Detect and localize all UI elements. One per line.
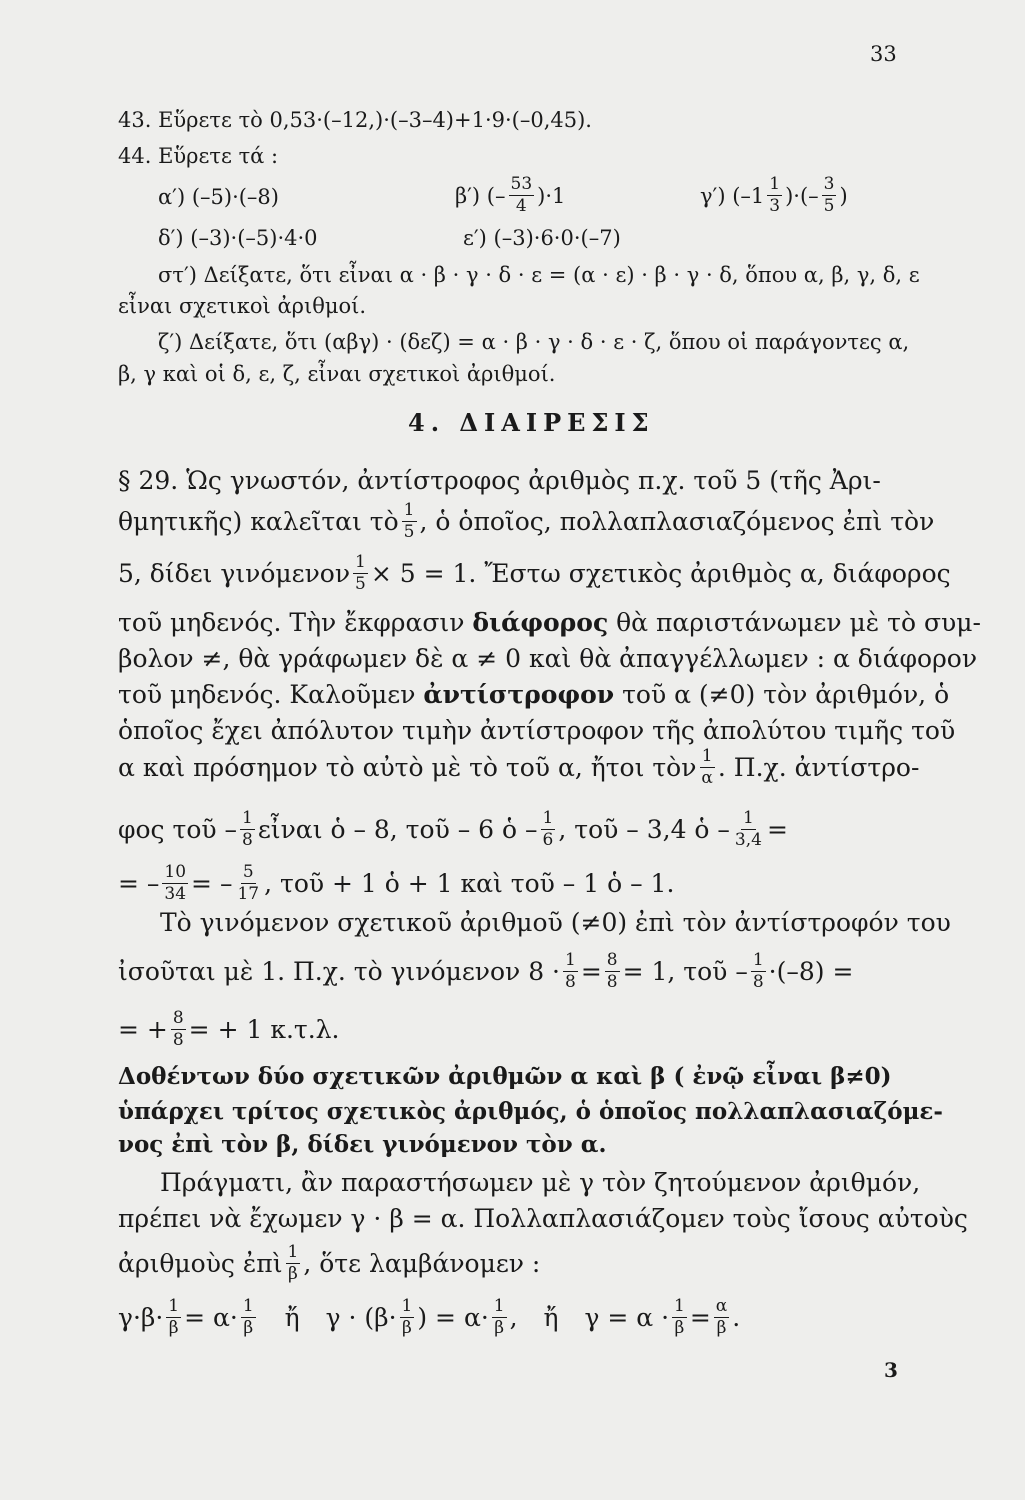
fraction-1-beta: $\frac{1}{\beta}$ xyxy=(242,1296,254,1338)
fraction-1-3-4: $\frac{1}{3,4}$ xyxy=(734,808,762,850)
body-line-13: = + $\frac{8}{8}$ = + 1 κ.τ.λ. xyxy=(118,1008,340,1050)
exercise-44-st: στ′) Δείξατε, ὅτι εἶναι α · β · γ · δ · ε = (α · ε) · β · γ · δ, ὅπου α, β, γ, δ, ε xyxy=(158,263,920,287)
fraction-alpha-beta: $\frac{\alpha}{\beta}$ xyxy=(715,1296,728,1338)
body-line-10: = – $\frac{10}{34}$ = – $\frac{5}{17}$ , τοῦ + 1 ὁ + 1 καὶ τοῦ – 1 ὁ – 1. xyxy=(118,862,675,904)
fraction-53-4: $\frac{53}{4}$ xyxy=(510,174,533,216)
theorem-line-1: Δοθέντων δύο σχετικῶν ἀριθμῶν α καὶ β ( ἐνῷ εἶναι β≠0) xyxy=(118,1063,892,1090)
fraction-5-17: $\frac{5}{17}$ xyxy=(237,862,260,904)
exercise-44-b: β′) (– $\frac{53}{4}$ )·1 xyxy=(455,174,566,216)
body-line-7: ὁποῖος ἔχει ἀπόλυτον τιμὴν ἀντίστροφον τῆς ἀπολύτου τιμῆς τοῦ xyxy=(118,716,956,745)
fraction-1-8: $\frac{1}{8}$ xyxy=(752,950,764,992)
theorem-line-3: νος ἐπὶ τὸν β, δίδει γινόμενον τὸν α. xyxy=(118,1131,607,1158)
body-line-11: Τὸ γινόμενον σχετικοῦ ἀριθμοῦ (≠0) ἐπὶ τὸν ἀντίστροφόν του xyxy=(160,908,951,937)
page-footer-signature: 3 xyxy=(884,1358,898,1382)
fraction-3-5: $\frac{3}{5}$ xyxy=(823,174,835,216)
exercise-44-d: δ′) (–3)·(–5)·4·0 xyxy=(158,226,318,250)
body-line-5: βολον ≠, θὰ γράφωμεν δὲ α ≠ 0 καὶ θὰ ἀπαγγέλλωμεν : α διάφορον xyxy=(118,644,978,673)
fraction-1-5: $\frac{1}{5}$ xyxy=(403,500,415,542)
fraction-1-beta: $\frac{1}{\beta}$ xyxy=(674,1296,685,1338)
body-line-6: τοῦ μηδενός. Καλοῦμεν ἀντίστροφον τοῦ α (≠0) τὸν ἀριθμόν, ὁ xyxy=(118,680,950,709)
body-line-9: φος τοῦ – $\frac{1}{8}$ εἶναι ὁ – 8, τοῦ – 6 ὁ – $\frac{1}{6}$ , τοῦ – 3,4 ὁ – $\frac{1}{3,4}$ = xyxy=(118,808,788,850)
fraction-1-beta: $\frac{1}{\beta}$ xyxy=(287,1242,299,1284)
exercise-43: 43. Εὕρετε τὸ 0,53·(–12,)·(–3–4)+1·9·(–0,45). xyxy=(118,108,592,132)
proof-line-3: ἀριθμοὺς ἐπὶ $\frac{1}{\beta}$ , ὅτε λαμβάνομεν : xyxy=(118,1242,541,1284)
exercise-44-e: ε′) (–3)·6·0·(–7) xyxy=(463,226,621,250)
exercise-44-g: γ′) (–1 $\frac{1}{3}$ )·(– $\frac{3}{5}$ ) xyxy=(700,174,848,216)
body-line-1: § 29. Ὡς γνωστόν, ἀντίστροφος ἀριθμὸς π.χ. τοῦ 5 (τῆς Ἀρι- xyxy=(118,466,881,495)
exercise-44-z: ζ′) Δείξατε, ὅτι (αβγ) · (δεζ) = α · β · γ · δ · ε · ζ, ὅπου οἱ παράγοντες α, xyxy=(158,330,910,354)
fraction-1-beta: $\frac{1}{\beta}$ xyxy=(401,1296,413,1338)
fraction-8-8: $\frac{8}{8}$ xyxy=(606,950,618,992)
page-number: 33 xyxy=(870,42,897,66)
fraction-1-3: $\frac{1}{3}$ xyxy=(769,174,781,216)
fraction-10-34: $\frac{10}{34}$ xyxy=(164,862,187,904)
fraction-1-6: $\frac{1}{6}$ xyxy=(542,808,554,850)
body-line-8: α καὶ πρόσημον τὸ αὐτὸ μὲ τὸ τοῦ α, ἤτοι τὸν $\frac{1}{\alpha}$ . Π.χ. ἀντίστρο- xyxy=(118,746,920,788)
exercise-44-z-cont: β, γ καὶ οἱ δ, ε, ζ, εἶναι σχετικοὶ ἀριθμοί. xyxy=(118,362,556,386)
proof-line-2: πρέπει νὰ ἔχωμεν γ · β = α. Πολλαπλασιάζομεν τοὺς ἴσους αὐτοὺς xyxy=(118,1204,968,1233)
fraction-1-alpha: $\frac{1}{\alpha}$ xyxy=(701,746,713,788)
body-line-4: τοῦ μηδενός. Τὴν ἔκφρασιν διάφορος θὰ παριστάνωμεν μὲ τὸ συμ- xyxy=(118,608,981,637)
fraction-1-8: $\frac{1}{8}$ xyxy=(242,808,253,850)
theorem-line-2: ὑπάρχει τρίτος σχετικὸς ἀριθμός, ὁ ὁποῖος πολλαπλασιαζόμε- xyxy=(118,1098,943,1125)
body-line-12: ἰσοῦται μὲ 1. Π.χ. τὸ γινόμενον 8 · $\frac{1}{8}$ = $\frac{8}{8}$ = 1, τοῦ – $\frac{1}{8}$ ·(–8) = xyxy=(118,950,854,992)
fraction-1-beta: $\frac{1}{\beta}$ xyxy=(493,1296,505,1338)
proof-line-1: Πράγματι, ἂν παραστήσωμεν μὲ γ τὸν ζητούμενον ἀριθμόν, xyxy=(160,1168,921,1197)
exercise-44-a: α′) (–5)·(–8) xyxy=(158,185,279,209)
fraction-1-5: $\frac{1}{5}$ xyxy=(355,552,366,594)
exercise-44: 44. Εὕρετε τά : xyxy=(118,144,279,168)
section-heading: 4. ΔΙΑΙΡΕΣΙΣ xyxy=(408,408,655,437)
formula-line: γ·β· $\frac{1}{\beta}$ = α· $\frac{1}{\beta}$ ἤ γ · (β· $\frac{1}{\beta}$ ) = α· $\frac{1}{\beta}$ , ἤ γ = α · $\frac{1}{\beta}$ = $\frac{\alpha}{\beta}$ . xyxy=(118,1296,741,1338)
body-line-2: θμητικῆς) καλεῖται τὸ $\frac{1}{5}$ , ὁ ὁποῖος, πολλαπλασιαζόμενος ἐπὶ τὸν xyxy=(118,500,935,542)
fraction-1-8: $\frac{1}{8}$ xyxy=(565,950,576,992)
body-line-3: 5, δίδει γινόμενον $\frac{1}{5}$ × 5 = 1. Ἔστω σχετικὸς ἀριθμὸς α, διάφορος xyxy=(118,552,951,594)
fraction-8-8: $\frac{8}{8}$ xyxy=(172,1008,184,1050)
fraction-1-beta: $\frac{1}{\beta}$ xyxy=(168,1296,180,1338)
exercise-44-st-cont: εἶναι σχετικοὶ ἀριθμοί. xyxy=(118,294,367,318)
